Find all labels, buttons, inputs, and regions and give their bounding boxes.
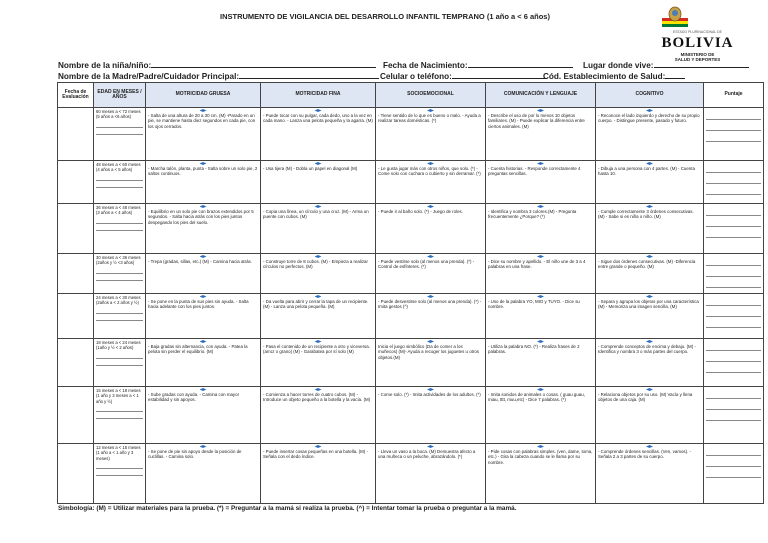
socio-text: - Le gusta jugar más con otros niños, que solo. (*) - Come solo con cuchara o cubierto y sin derramar. (*)	[378, 166, 481, 177]
age-label: 30 meses a < 36 meses (2años y ½ <3 años)	[96, 255, 141, 266]
socio-text: - Puede vestirse solo (al menos una prenda). (*) - Control de esfínteres. (*)	[378, 259, 475, 270]
diamond-icon[interactable]	[427, 205, 434, 208]
header-gruesa: MOTRICIDAD GRUESA	[146, 83, 261, 108]
table-row	[58, 339, 764, 387]
age-label: 24 meses a < 30 meses (2años a < 2 años y ½)	[96, 295, 141, 306]
age-write-lines	[96, 174, 143, 188]
header-socio: SOCIOEMOCIONAL	[376, 83, 486, 108]
cognitivo-cell	[596, 108, 704, 161]
lugar-label: Lugar donde vive:	[583, 61, 654, 70]
age-label: 12 meses a < 15 meses (1 año a < 1 año y 3 meses)	[96, 445, 141, 461]
cod-label: Cód. Establecimiento de Salud:	[543, 72, 666, 81]
age-write-lines	[96, 405, 143, 419]
cognitivo-cell	[596, 387, 704, 444]
socio-cell	[376, 161, 486, 204]
fina-text: - Pasa el contenido de un recipiente a otro y viceversa. (arroz o grano) (M) - Garabatea por sí solo (M)	[263, 344, 370, 355]
comunicacion-text: - Pide cosas con palabras simples. (ven, dame, toma, etc.) - Gira la cabeza cuando se le llama por su nombre.	[488, 449, 593, 465]
comunicacion-text: - Utiliza la palabra NO. (*) - Realiza frases de 2 palabras.	[488, 344, 580, 355]
header-puntaje: Puntaje	[704, 83, 764, 108]
comunicacion-text: - Imita sonidos de animales o cosas. ( guau guau, miau, tttt, muu,etc) - Dice 7 palabras. (*)	[488, 392, 585, 403]
age-cell	[94, 444, 146, 504]
age-write-lines	[96, 121, 143, 135]
evaluation-date-cell[interactable]	[58, 294, 94, 339]
diamond-icon[interactable]	[315, 340, 322, 343]
form-row-1	[58, 59, 763, 70]
gruesa-text: - Equilibrio en un solo pie con brazos extendidos por 5 segundos. - Salta hacia atrás con los pies juntos despegando los pies del suelo.	[148, 209, 254, 225]
age-label: 15 meses a < 18 meses (1 año y 3 meses a < 1 año y ½)	[96, 388, 141, 404]
fina-text: - Usa tijera (M) - Dobla un papel en diagonal (M)	[263, 166, 358, 171]
diamond-icon[interactable]	[200, 295, 207, 298]
comunicacion-cell	[486, 254, 596, 294]
diamond-icon[interactable]	[537, 445, 544, 448]
diamond-icon[interactable]	[427, 445, 434, 448]
simbologia-footer: Simbología: (M) = Utilizar materiales para la prueba. (*) = Preguntar a la mamá si realiza la prueba. (^) = Intentar tomar la prueba o preguntar a la mamá.	[58, 505, 517, 512]
age-cell	[94, 339, 146, 387]
logo-ministry-line2: SALUD Y DEPORTES	[674, 57, 721, 62]
diamond-icon[interactable]	[315, 388, 322, 391]
comunicacion-cell	[486, 204, 596, 254]
diamond-icon[interactable]	[537, 388, 544, 391]
puntaje-cell[interactable]	[704, 254, 764, 294]
document-title: INSTRUMENTO DE VIGILANCIA DEL DESARROLLO INFANTIL TEMPRANO (1 año a < 6 años)	[220, 12, 550, 21]
cognitivo-text: - Sigue dos órdenes consecutivas. (M) -Diferencia entre grande o pequeño. (M)	[598, 259, 696, 270]
comunicacion-cell	[486, 161, 596, 204]
nombre-label: Nombre de la niña/niño:	[58, 61, 152, 70]
gruesa-cell	[146, 204, 261, 254]
diamond-icon[interactable]	[315, 255, 322, 258]
madre-field[interactable]	[58, 70, 379, 82]
cognitivo-cell	[596, 294, 704, 339]
diamond-icon[interactable]	[315, 109, 322, 112]
cognitivo-text: - Separa y agrupa los objetos por una característica (M) - Memoriza una imagen sencilla. (M)	[598, 299, 699, 310]
diamond-icon[interactable]	[427, 295, 434, 298]
fina-cell	[261, 204, 376, 254]
header-edad: EDAD EN MESES / AÑOS	[94, 83, 146, 108]
diamond-icon[interactable]	[537, 255, 544, 258]
diamond-icon[interactable]	[537, 109, 544, 112]
diamond-icon[interactable]	[646, 445, 653, 448]
socio-cell	[376, 108, 486, 161]
header-fina: MOTRICIDAD FINA	[261, 83, 376, 108]
diamond-icon[interactable]	[646, 205, 653, 208]
gruesa-text: - Marcha talón, planta, punta - Salta sobre un solo pie, 2 saltos continuos.	[148, 166, 258, 177]
diamond-icon[interactable]	[200, 445, 207, 448]
form-fields	[58, 59, 763, 81]
table-row	[58, 444, 764, 504]
cognitivo-text: - Comprende órdenes sencillas. (Ven, vamos). - Señala 2 a 3 partes de su cuerpo.	[598, 449, 691, 460]
evaluation-date-cell[interactable]	[58, 339, 94, 387]
madre-label: Nombre de la Madre/Padre/Cuidador Principal:	[58, 72, 240, 81]
gruesa-text: - Se pone en la punta de sus pies sin ayuda. - Salta hacia adelante con los pies juntos.	[148, 299, 249, 310]
cod-field[interactable]	[543, 70, 685, 82]
table-body	[58, 108, 764, 504]
comunicacion-text: - Dice su nombre y apellido. - El niño une de 3 a 4 palabras en una frase.	[488, 259, 586, 270]
gruesa-cell	[146, 339, 261, 387]
diamond-icon[interactable]	[315, 295, 322, 298]
fina-cell	[261, 254, 376, 294]
age-cell	[94, 294, 146, 339]
diamond-icon[interactable]	[315, 205, 322, 208]
socio-text: - Puede ir al baño solo. (*) - Juego de roles.	[378, 209, 463, 214]
table-row	[58, 108, 764, 161]
age-cell	[94, 161, 146, 204]
puntaje-cell[interactable]	[704, 161, 764, 204]
cognitivo-cell	[596, 254, 704, 294]
comunicacion-text: - Identifica y nombra 3 colores.(M) - Pregunta frecuentemente ¿Porque? (*)	[488, 209, 577, 220]
evaluation-date-cell[interactable]	[58, 254, 94, 294]
evaluation-date-cell[interactable]	[58, 444, 94, 504]
form-row-2	[58, 70, 763, 81]
puntaje-cell[interactable]	[704, 444, 764, 504]
comunicacion-cell	[486, 339, 596, 387]
gruesa-text: - Se pone de pie sin apoyo desde la posición de cuclillas. - Camina solo.	[148, 449, 242, 460]
fina-text: - Comienza a hacer torres de cuatro cubos. (M) - Introduce un objeto pequeño a la botella y la vacía. (M)	[263, 392, 371, 403]
gruesa-text: - Baja gradas sin alternancia, con ayuda. - Patea la pelota sin perder el equilibrio. (M)	[148, 344, 248, 355]
evaluation-date-cell[interactable]	[58, 204, 94, 254]
diamond-icon[interactable]	[200, 255, 207, 258]
evaluation-date-cell[interactable]	[58, 108, 94, 161]
diamond-icon[interactable]	[537, 340, 544, 343]
comunicacion-cell	[486, 108, 596, 161]
socio-cell	[376, 339, 486, 387]
comunicacion-cell	[486, 387, 596, 444]
age-write-lines	[96, 267, 143, 281]
diamond-icon[interactable]	[537, 295, 544, 298]
cognitivo-text: - Relaciona objetos por su uso. (M) Vacía y llena objetos de una caja. (M)	[598, 392, 693, 403]
bolivia-ministry-logo	[640, 4, 755, 64]
diamond-icon[interactable]	[200, 205, 207, 208]
diamond-icon[interactable]	[200, 162, 207, 165]
age-cell	[94, 204, 146, 254]
gruesa-cell	[146, 108, 261, 161]
fina-cell	[261, 444, 376, 504]
puntaje-cell[interactable]	[704, 108, 764, 161]
development-table	[57, 82, 764, 504]
fina-text: - Puede tocar con su pulgar, cada dedo, uno a la vez en cada mano. - Lanza una pelota pequeña y la agarra. (M)	[263, 113, 373, 124]
age-label: 48 meses a < 60 meses (4 años a < 5 años)	[96, 162, 141, 173]
diamond-icon[interactable]	[200, 340, 207, 343]
diamond-icon[interactable]	[427, 388, 434, 391]
header-cognitivo: COGNITIVO	[596, 83, 704, 108]
diamond-icon[interactable]	[200, 388, 207, 391]
age-label: 18 meses a < 24 meses (1año y ½ < 2 años)	[96, 340, 141, 351]
fina-cell	[261, 339, 376, 387]
diamond-icon[interactable]	[537, 162, 544, 165]
age-cell	[94, 387, 146, 444]
cognitivo-cell	[596, 444, 704, 504]
age-write-lines	[96, 217, 143, 231]
puntaje-cell[interactable]	[704, 204, 764, 254]
comunicacion-text: - Cuenta historias. - Responde correctamente 4 preguntas sencillas.	[488, 166, 581, 177]
socio-cell	[376, 294, 486, 339]
evaluation-date-cell[interactable]	[58, 161, 94, 204]
socio-cell	[376, 387, 486, 444]
header-fecha: Fecha de Evaluación	[58, 83, 94, 108]
cognitivo-text: - Reconoce el lado izquierdo y derecho de su propio cuerpo. - Distingue presente, pasado y futuro.	[598, 113, 700, 124]
socio-cell	[376, 204, 486, 254]
diamond-icon[interactable]	[427, 109, 434, 112]
fina-text: - Construye torre de 8 cubos. (M) - Empieza a realizar círculos no perfectos. (M)	[263, 259, 368, 270]
logo-top-text: ESTADO PLURINACIONAL DE	[672, 30, 722, 34]
fina-cell	[261, 387, 376, 444]
cognitivo-text: - Cumple correctamente 3 órdenes consecutivas. (M) - Sabe si es niña o niño. (M)	[598, 209, 694, 220]
diamond-icon[interactable]	[646, 255, 653, 258]
diamond-icon[interactable]	[427, 255, 434, 258]
fina-cell	[261, 294, 376, 339]
cognitivo-text: - Dibuja a una persona con 4 partes. (M) - Cuenta hasta 10.	[598, 166, 695, 177]
diamond-icon[interactable]	[646, 162, 653, 165]
header-comunicacion: COMUNICACIÓN Y LENGUAJE	[486, 83, 596, 108]
fina-text: - Copia una línea, un círculo y una cruz. (M) - Arma un puente con cubos. (M)	[263, 209, 369, 220]
celular-label: Celular o teléfono:	[380, 72, 452, 81]
diamond-icon[interactable]	[646, 295, 653, 298]
puntaje-cell[interactable]	[704, 294, 764, 339]
socio-text: - Tiene sentido de lo que es bueno o malo. - Ayuda a realizar tareas domésticas. (*)	[378, 113, 481, 124]
age-cell	[94, 108, 146, 161]
age-write-lines	[96, 307, 143, 321]
age-write-lines	[96, 462, 143, 476]
fina-text: - Puede insertar cosas pequeñas en una botella. (M) - Señala con el dedo índice.	[263, 449, 368, 460]
gruesa-cell	[146, 444, 261, 504]
gruesa-text: - Salta de una altura de 20 a 30 cm. (M) -Parado en un pie, se mantiene hasta diez segundos en cada pie, con los ojos cerrados.	[148, 113, 256, 129]
table-row	[58, 294, 764, 339]
fina-text: - Da vuelta para abrir y cerrar la tapa de un recipiente. (M) - Lanza una pelota pequeña. (M)	[263, 299, 369, 310]
socio-text: - Come solo. (*) - Imita actividades de los adultos. (*)	[378, 392, 481, 397]
diamond-icon[interactable]	[646, 340, 653, 343]
puntaje-cell[interactable]	[704, 387, 764, 444]
gruesa-cell	[146, 387, 261, 444]
diamond-icon[interactable]	[315, 445, 322, 448]
cognitivo-text: - Comprende conceptos de encima y debajo. (M) - Identifica y nombra 3 o más partes del cuerpo.	[598, 344, 696, 355]
gruesa-text: - Sube gradas con ayuda. - Camina con mayor estabilidad y sin apoyos.	[148, 392, 240, 403]
socio-cell	[376, 254, 486, 294]
celular-field[interactable]	[380, 70, 547, 82]
comunicacion-text: - Describe el uso de por lo menos 10 objetos familiares. (M) - Puede explicar la diferencia entre ciertos animales. (M)	[488, 113, 585, 129]
diamond-icon[interactable]	[427, 340, 434, 343]
comunicacion-cell	[486, 444, 596, 504]
fina-cell	[261, 161, 376, 204]
evaluation-date-cell[interactable]	[58, 387, 94, 444]
cognitivo-cell	[596, 339, 704, 387]
fina-cell	[261, 108, 376, 161]
gruesa-cell	[146, 161, 261, 204]
age-write-lines	[96, 352, 143, 366]
cognitivo-cell	[596, 204, 704, 254]
gruesa-text: - Trepa (gradas, sillas, etc.) (M) - Camina hacia atrás.	[148, 259, 252, 264]
cognitivo-cell	[596, 161, 704, 204]
table-row	[58, 387, 764, 444]
coat-of-arms-icon	[662, 4, 688, 30]
table-row	[58, 204, 764, 254]
diamond-icon[interactable]	[315, 162, 322, 165]
diamond-icon[interactable]	[537, 205, 544, 208]
table-row	[58, 161, 764, 204]
logo-ministry-line1: MINISTERIO DE	[680, 52, 715, 57]
gruesa-cell	[146, 294, 261, 339]
diamond-icon[interactable]	[200, 109, 207, 112]
age-label: 60 meses a < 72 meses (5 años a <6 años)	[96, 109, 141, 120]
diamond-icon[interactable]	[646, 388, 653, 391]
age-cell	[94, 254, 146, 294]
diamond-icon[interactable]	[427, 162, 434, 165]
header-row	[58, 83, 764, 108]
logo-country: BOLIVIA	[661, 35, 734, 51]
comunicacion-text: - Uso de la palabra YO, MIO y TUYO. - Dice su nombre.	[488, 299, 580, 310]
gruesa-cell	[146, 254, 261, 294]
socio-text: Inicia el juego simbólico (Da de comer a los muñecos) (M)- Ayuda a recoger los juguetes u otros objetos.(M)	[378, 344, 479, 360]
socio-text: - Lleva un vaso a la boca. (M) Demuestra afecto a una muñeca o un peluche, abrazándolo. (*)	[378, 449, 476, 460]
fecha-label: Fecha de Nacimiento:	[383, 61, 468, 70]
diamond-icon[interactable]	[646, 109, 653, 112]
comunicacion-cell	[486, 294, 596, 339]
puntaje-cell[interactable]	[704, 339, 764, 387]
age-label: 36 meses a < 48 meses (3 años a < 4 años)	[96, 205, 141, 216]
socio-text: - Puede desvestirse solo (al menos una prenda). (*) - Imita gestos (^)	[378, 299, 482, 310]
table-row	[58, 254, 764, 294]
socio-cell	[376, 444, 486, 504]
